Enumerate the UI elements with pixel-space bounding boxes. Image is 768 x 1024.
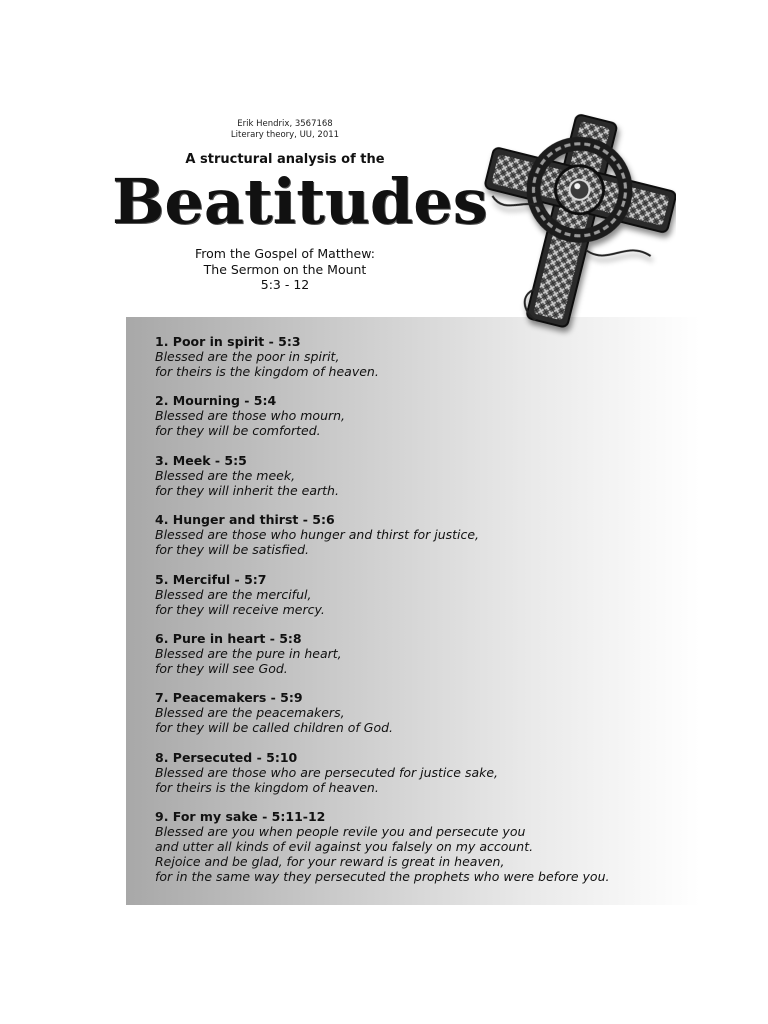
item-heading: 9. For my sake - 5:11-12 [155, 809, 326, 825]
item-line: Blessed are those who mourn, [155, 408, 346, 424]
author-block [180, 119, 390, 141]
item-line: for they will receive mercy. [155, 601, 325, 617]
item-line: Blessed are those who hunger and thirst for justice, [155, 527, 480, 543]
item-heading: 8. Persecuted - 5:10 [155, 749, 298, 765]
title-lead: A structural analysis of the [185, 152, 385, 167]
source-line: 5:3 - 12 [260, 277, 310, 292]
item-line: Blessed are the peacemakers, [155, 705, 345, 721]
item-line: for they will inherit the earth. [155, 482, 339, 498]
course-line: Literary theory, UU, 2011 [230, 130, 340, 140]
item-line: for theirs is the kingdom of heaven. [155, 779, 379, 795]
item-heading: 6. Pure in heart - 5:8 [155, 630, 302, 646]
item-heading: 7. Peacemakers - 5:9 [155, 690, 303, 706]
source-line: From the Gospel of Matthew: [195, 246, 375, 261]
source-block [150, 246, 420, 293]
item-line: for they will see God. [155, 660, 288, 676]
item-heading: 1. Poor in spirit - 5:3 [155, 334, 301, 349]
item-line: Blessed are the meek, [155, 467, 296, 483]
celtic-cross-icon [468, 106, 676, 342]
author-name: Erik Hendrix, 3567168 [237, 119, 333, 129]
list-item [155, 512, 695, 557]
item-line: for in the same way they persecuted the prophets who were before you. [155, 869, 610, 885]
item-line: for theirs is the kingdom of heaven. [155, 364, 379, 379]
list-item [155, 453, 695, 498]
item-heading: 4. Hunger and thirst - 5:6 [155, 512, 335, 528]
list-item [155, 750, 695, 795]
item-heading: 5. Merciful - 5:7 [155, 571, 267, 587]
page-title: Beatitudes [112, 165, 488, 238]
list-item [155, 334, 695, 379]
item-line: Blessed are the poor in spirit, [155, 349, 340, 364]
item-line: Blessed are the merciful, [155, 586, 312, 602]
item-line: Blessed are you when people revile you and persecute you [155, 824, 526, 840]
source-line: The Sermon on the Mount [203, 261, 367, 277]
item-line: Blessed are the pure in heart, [155, 645, 342, 661]
list-item [155, 393, 695, 438]
list-item [155, 631, 695, 676]
item-line: Rejoice and be glad, for your reward is great in heaven, [155, 854, 505, 870]
item-heading: 2. Mourning - 5:4 [155, 393, 277, 409]
item-line: for they will be comforted. [155, 423, 321, 439]
item-line: for they will be satisfied. [155, 542, 309, 558]
list-item [155, 809, 695, 884]
item-heading: 3. Meek - 5:5 [155, 452, 247, 468]
list-item [155, 690, 695, 735]
item-line: for they will be called children of God. [155, 720, 394, 736]
beatitudes-list [155, 334, 695, 899]
item-line: and utter all kinds of evil against you falsely on my account. [155, 839, 534, 855]
item-line: Blessed are those who are persecuted for justice sake, [155, 764, 499, 780]
list-item [155, 572, 695, 617]
